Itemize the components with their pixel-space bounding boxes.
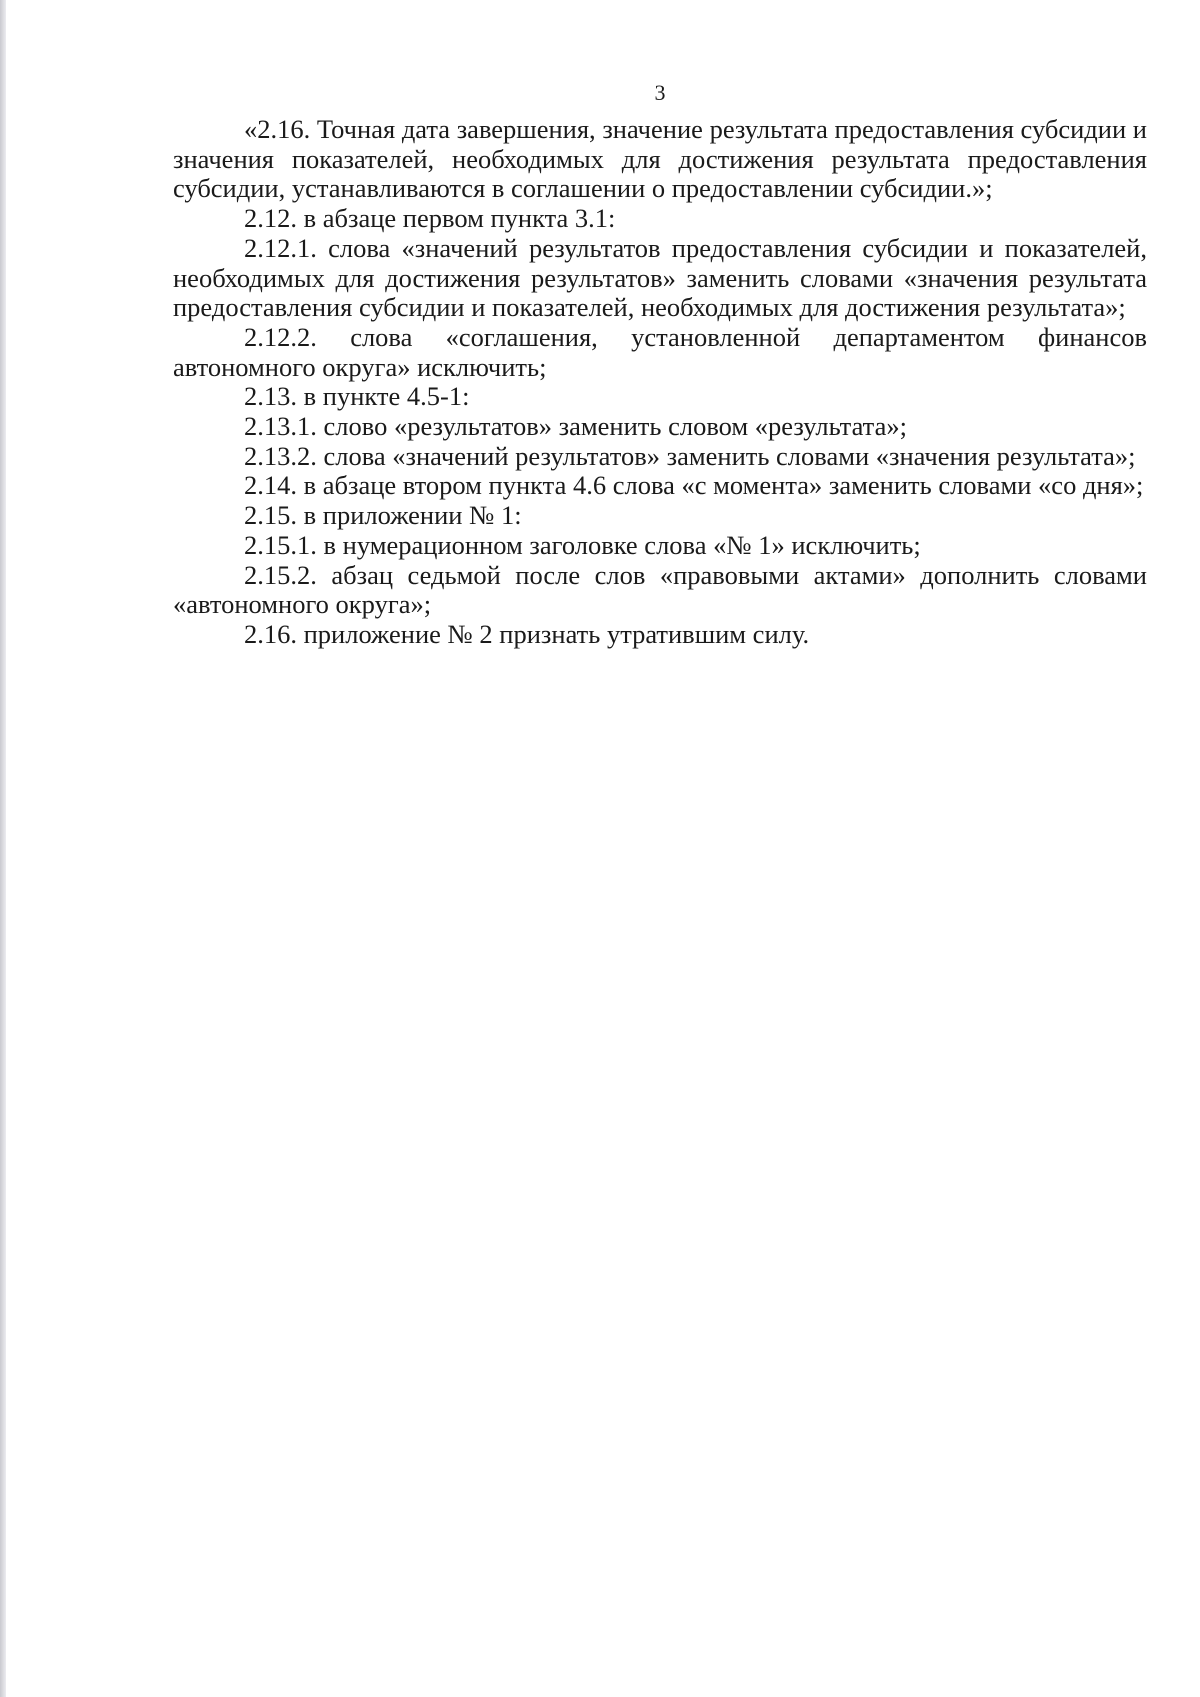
paragraph-2-15-2: 2.15.2. абзац седьмой после слов «правовыми актами» дополнить словами «автономного округа»; bbox=[173, 559, 1147, 620]
page-edge bbox=[0, 0, 6, 1697]
paragraph-2-16: 2.16. приложение № 2 признать утратившим силу. bbox=[244, 618, 810, 649]
paragraph-2-12-1: 2.12.1. слова «значений результатов предоставления субсидии и показателей, необходимых для достижения результатов» заменить словами «значения результата предоставления субсидии и показателей, необходимых для достижения результата»; bbox=[173, 232, 1147, 323]
paragraph-2-14: 2.14. в абзаце втором пункта 4.6 слова «с момента» заменить словами «со дня»; bbox=[244, 470, 1144, 501]
paragraph-2-15-1: 2.15.1. в нумерационном заголовке слова «№ 1» исключить; bbox=[244, 529, 921, 560]
paragraph-2-13-1: 2.13.1. слово «результатов» заменить словом «результата»; bbox=[244, 411, 907, 442]
paragraph-2-15: 2.15. в приложении № 1: bbox=[244, 500, 522, 531]
page-number: 3 bbox=[654, 80, 666, 105]
paragraph-2-16-quoted: «2.16. Точная дата завершения, значение результата предоставления субсидии и значения показателей, необходимых для достижения результата предоставления субсидии, устанавливаются в соглашении о предоставлении субсидии.»; bbox=[173, 114, 1147, 204]
paragraph-2-13: 2.13. в пункте 4.5-1: bbox=[244, 381, 470, 412]
paragraph-2-12: 2.12. в абзаце первом пункта 3.1: bbox=[244, 203, 616, 234]
paragraph-2-13-2: 2.13.2. слова «значений результатов» заменить словами «значения результата»; bbox=[244, 440, 1136, 471]
document-body bbox=[173, 115, 1147, 650]
paragraph-2-12-2: 2.12.2. слова «соглашения, установленной департаментом финансов автономного округа» исключить; bbox=[173, 321, 1147, 382]
